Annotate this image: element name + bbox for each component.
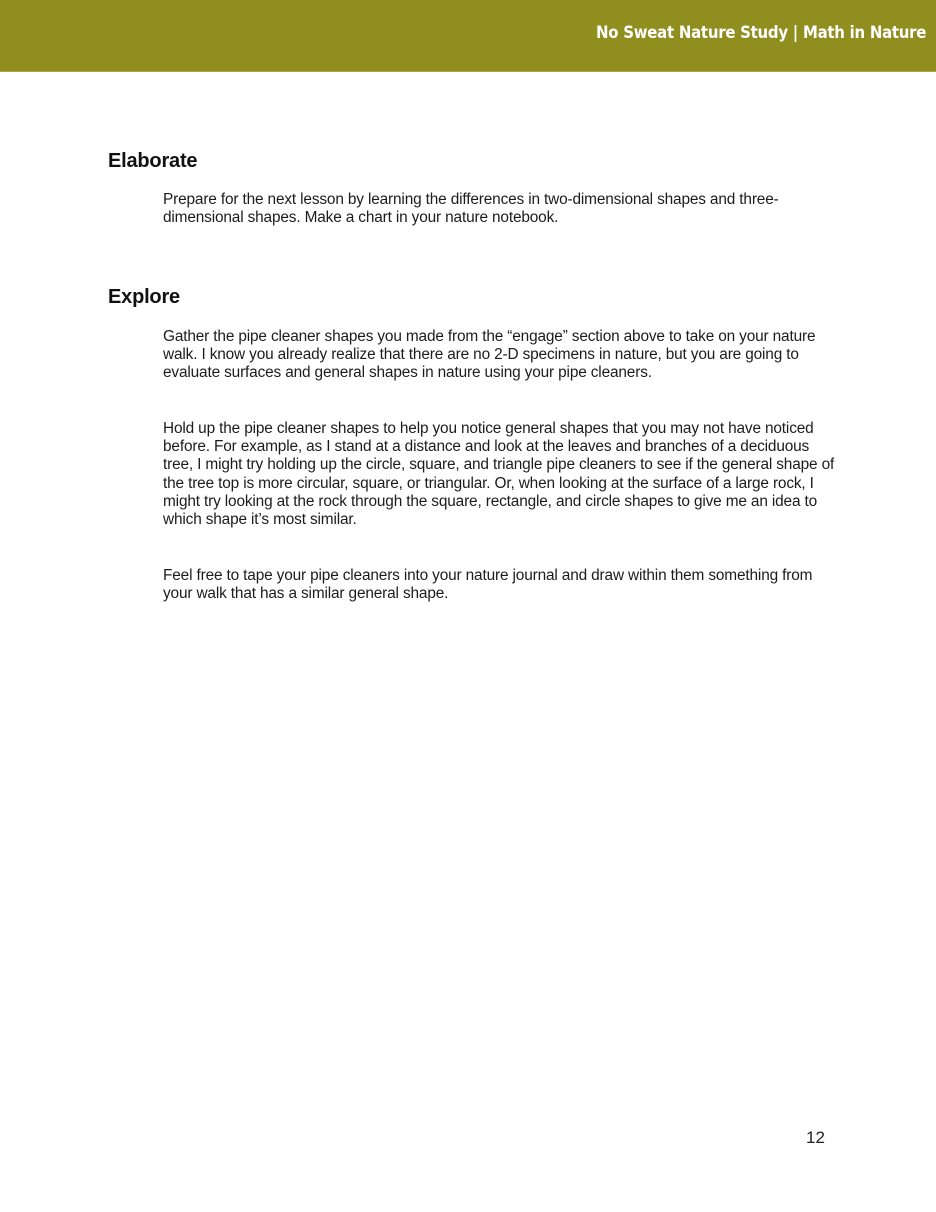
elaborate-paragraph: Prepare for the next lesson by learning the differences in two-dimensional shapes and three-dimensional shapes. Make a chart in your nature notebook. [163, 191, 779, 227]
section-heading-elaborate: Elaborate [108, 150, 198, 172]
section-heading-explore: Explore [108, 286, 180, 308]
header-title: No Sweat Nature Study | Math in Nature [595, 23, 926, 43]
explore-paragraph-2: Hold up the pipe cleaner shapes to help you notice general shapes that you may not have noticed before. For example, as I stand at a distance and look at the leaves and branches of a deciduous tree, I might try holding up the circle, square, and triangle pipe cleaners to see if the general shape of the tree top is more circular, square, or triangular. Or, when looking at the surface of a large rock, I might try looking at the rock through the square, rectangle, and circle shapes to give me an idea to which shape it’s most similar. [163, 420, 835, 529]
explore-paragraph-1: Gather the pipe cleaner shapes you made from the “engage” section above to take on your nature walk. I know you already realize that there are no 2-D specimens in nature, but you are going to evaluate surfaces and general shapes in nature using your pipe cleaners. [163, 328, 816, 382]
page-number: 12 [806, 1128, 825, 1147]
header-bar [0, 0, 936, 72]
explore-paragraph-3: Feel free to tape your pipe cleaners into your nature journal and draw within them something from your walk that has a similar general shape. [163, 567, 813, 603]
